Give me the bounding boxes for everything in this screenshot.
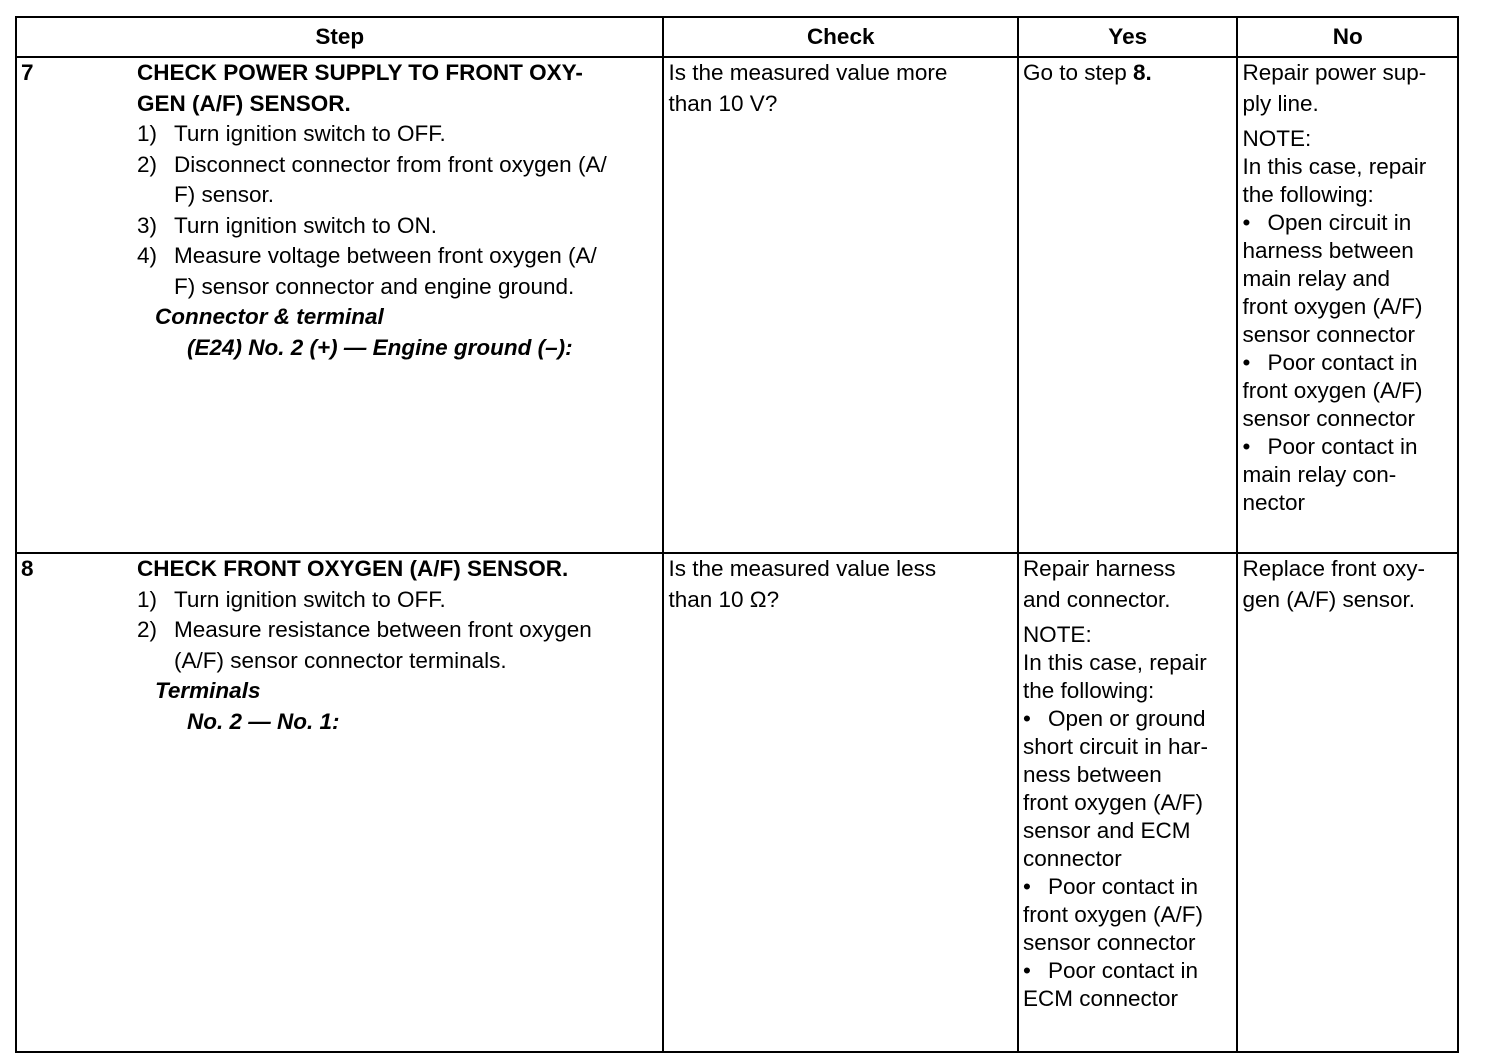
yes-prefix: Go to step [1022, 60, 1133, 85]
bullet-text: sensor connector [1242, 406, 1416, 431]
no-text: ply line. [1242, 90, 1319, 116]
substep-number: 2) [137, 151, 158, 177]
note-text: the following: [1242, 182, 1374, 207]
bullet-text: ECM connector [1022, 986, 1178, 1011]
substep [137, 241, 662, 302]
substep [137, 211, 662, 242]
note-bullet [1242, 349, 1453, 433]
bullet-icon: • [1022, 958, 1031, 983]
substep [137, 150, 662, 211]
note-block [1023, 621, 1233, 1013]
substep-number: 1) [137, 121, 158, 146]
step-cell [16, 57, 663, 553]
bullet-text: sensor connector [1242, 322, 1416, 347]
yes-text: Repair harness [1022, 556, 1176, 581]
header-check: Check [663, 17, 1017, 57]
note-bullet [1023, 957, 1233, 1013]
note-title: NOTE: [1242, 126, 1312, 151]
substep-text: Measure resistance between front oxygen [174, 617, 592, 642]
substep [137, 585, 662, 616]
bullet-text: front oxygen (A/F) [1022, 790, 1204, 815]
bullet-text: main relay and [1242, 266, 1391, 291]
spec-label: Terminals [155, 678, 261, 703]
step-body [137, 554, 662, 737]
diagnostic-table [15, 16, 1459, 1053]
yes-text [1023, 58, 1233, 89]
bullet-text: nector [1242, 490, 1305, 515]
note-bullet [1023, 873, 1233, 957]
check-text: Is the measured value more [668, 60, 948, 85]
step-title: GEN (A/F) SENSOR. [137, 90, 351, 116]
bullet-icon: • [1022, 874, 1031, 899]
header-no: No [1237, 17, 1458, 57]
note-text: In this case, repair [1022, 650, 1207, 675]
bullet-icon: • [1242, 350, 1251, 375]
bullet-text: Open circuit in [1267, 210, 1412, 235]
table-row-step-7 [16, 57, 1458, 553]
substep-number: 1) [137, 586, 158, 612]
note-title: NOTE: [1022, 622, 1092, 647]
check-text: Is the measured value less [668, 556, 937, 581]
no-cell [1237, 553, 1458, 1052]
yes-cell [1018, 553, 1238, 1052]
no-cell [1237, 57, 1458, 553]
header-yes: Yes [1018, 17, 1238, 57]
bullet-text: Open or ground [1047, 706, 1206, 731]
check-cell [663, 553, 1017, 1052]
step-cell [16, 553, 663, 1052]
yes-cell [1018, 57, 1238, 553]
bullet-icon: • [1022, 706, 1031, 731]
bullet-text: ness between [1022, 762, 1162, 787]
bullet-text: Poor contact in [1047, 958, 1199, 983]
check-text: than 10 Ω? [668, 586, 780, 612]
substep-number: 3) [137, 212, 158, 238]
bullet-icon: • [1242, 210, 1251, 235]
substep [137, 119, 662, 150]
bullet-text: Poor contact in [1267, 434, 1418, 459]
note-text: In this case, repair [1242, 154, 1427, 179]
bullet-icon: • [1242, 434, 1251, 459]
substep-text: F) sensor connector and engine ground. [174, 273, 575, 299]
yes-text: and connector. [1022, 586, 1171, 612]
note-block [1242, 125, 1453, 517]
step-number: 8 [21, 556, 34, 581]
substep-text: Turn ignition switch to OFF. [174, 586, 446, 612]
substep-number: 4) [137, 243, 158, 268]
note-bullet [1023, 705, 1233, 873]
check-cell [663, 57, 1017, 553]
no-text: gen (A/F) sensor. [1242, 586, 1416, 612]
bullet-text: front oxygen (A/F) [1022, 902, 1204, 927]
note-bullet [1242, 209, 1453, 349]
yes-step-ref: 8 [1133, 60, 1146, 85]
step-body [137, 58, 662, 363]
note-bullet [1242, 433, 1453, 517]
substep-text: Turn ignition switch to ON. [174, 212, 438, 238]
bullet-text: sensor connector [1022, 930, 1196, 955]
substep-text: Measure voltage between front oxygen (A/ [174, 243, 597, 268]
bullet-text: Poor contact in [1047, 874, 1199, 899]
header-row [16, 17, 1458, 57]
no-text: Repair power sup- [1242, 60, 1427, 85]
no-text: Replace front oxy- [1242, 556, 1426, 581]
bullet-text: main relay con- [1242, 462, 1397, 487]
bullet-text: connector [1022, 846, 1122, 871]
bullet-text: short circuit in har- [1022, 734, 1208, 759]
substep-text: Turn ignition switch to OFF. [174, 121, 446, 146]
substep-text: F) sensor. [174, 182, 275, 207]
bullet-text: front oxygen (A/F) [1242, 294, 1423, 319]
substep [137, 615, 662, 676]
spec-label: Connector & terminal [155, 304, 384, 329]
substep-number: 2) [137, 617, 158, 642]
check-text: than 10 V? [668, 90, 778, 116]
step-title: CHECK FRONT OXYGEN (A/F) SENSOR. [137, 556, 569, 581]
bullet-text: Poor contact in [1267, 350, 1418, 375]
table-row-step-8 [16, 553, 1458, 1052]
spec-value: No. 2 — No. 1: [187, 708, 340, 734]
step-title: CHECK POWER SUPPLY TO FRONT OXY- [137, 60, 583, 85]
spec-value: (E24) No. 2 (+) — Engine ground (–): [187, 334, 573, 360]
substep-text: Disconnect connector from front oxygen (A/ [174, 151, 607, 177]
bullet-text: harness between [1242, 238, 1414, 263]
step-number: 7 [21, 60, 34, 85]
bullet-text: front oxygen (A/F) [1242, 378, 1423, 403]
bullet-text: sensor and ECM [1022, 818, 1191, 843]
note-text: the following: [1022, 678, 1155, 703]
yes-suffix: . [1145, 60, 1152, 85]
header-step: Step [16, 17, 663, 57]
substep-text: (A/F) sensor connector terminals. [174, 647, 507, 673]
